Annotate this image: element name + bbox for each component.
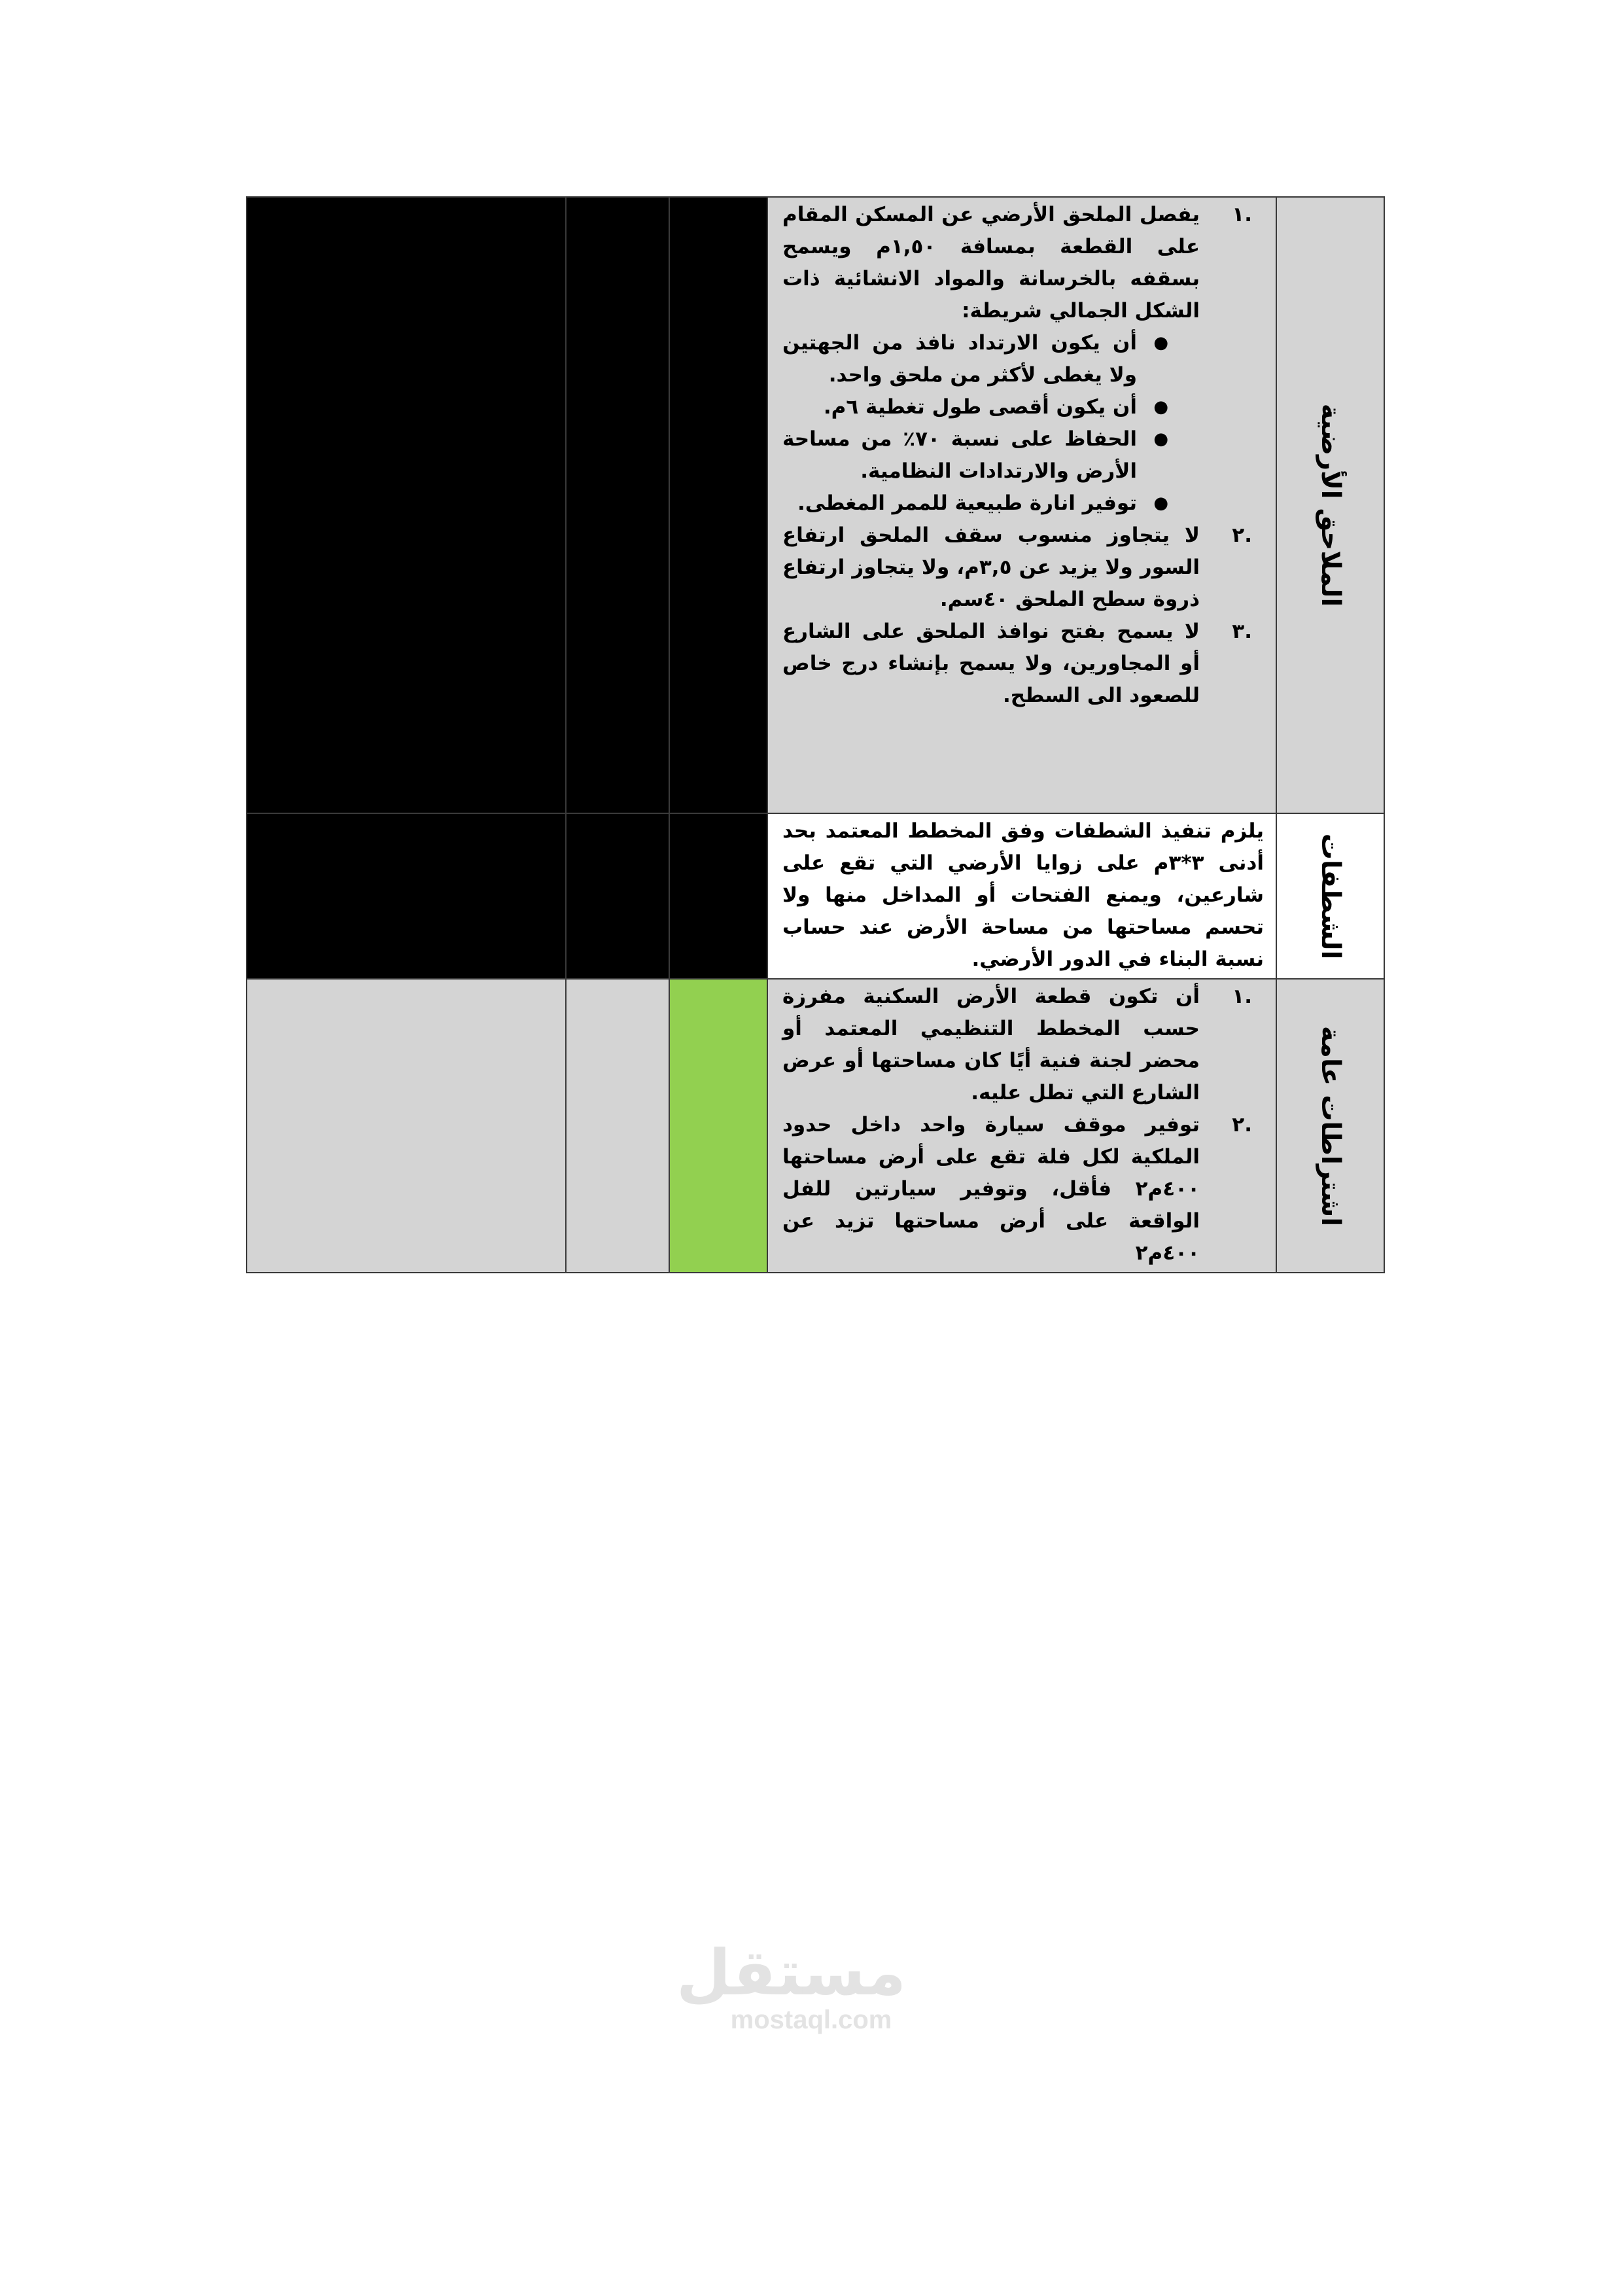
content-cell [767, 979, 1276, 1273]
bullet-icon: ● [1153, 429, 1168, 449]
redacted-cell [566, 813, 669, 979]
list-item [782, 1109, 1264, 1269]
bullet-item [782, 327, 1200, 391]
list-item [782, 520, 1264, 616]
numbered-list [782, 199, 1264, 712]
redacted-cell [247, 813, 566, 979]
general-requirements-content [768, 980, 1276, 1272]
item-number: .٢ [1232, 1113, 1252, 1137]
table-row [247, 813, 1384, 979]
content-cell [767, 813, 1276, 979]
redacted-cell [669, 197, 767, 813]
numbered-list [782, 981, 1264, 1269]
bullet-item [782, 423, 1200, 487]
section-heading: اشتراطات عامة [1315, 1025, 1346, 1226]
redacted-cell [566, 197, 669, 813]
section-heading: الشطفات [1315, 833, 1346, 959]
item-text: يفصل الملحق الأرضي عن المسكن المقام على القطعة بمسافة ١,٥٠م ويسمح بسقفه بالخرسانة والمواد الانشائية ذات الشكل الجمالي شريطة: [782, 203, 1200, 323]
item-number: .٢ [1232, 523, 1252, 547]
bullet-icon: ● [1153, 397, 1168, 417]
watermark-url: mostaql.com [730, 2005, 892, 2034]
chamfers-paragraph: يلزم تنفيذ الشطفات وفق المخطط المعتمد بحد أدنى ٣*٣م على زوايا الأرضي التي تقع على شارعين، ويمنع الفتحات أو المداخل منها ولا تحسم مساحتها من مساحة الأرض عند حساب نسبة البناء في الدور الأرضي. [782, 819, 1264, 971]
mostaql-watermark [676, 1936, 906, 2034]
status-cell [669, 979, 767, 1273]
table-row [247, 979, 1384, 1273]
redacted-cell [669, 813, 767, 979]
bullet-text: توفير انارة طبيعية للممر المغطى. [797, 491, 1137, 515]
regulations-table [246, 196, 1385, 1273]
content-cell [767, 197, 1276, 813]
annex-content [768, 198, 1276, 715]
list-item [782, 616, 1264, 712]
section-heading-cell [1276, 197, 1384, 813]
list-item [782, 981, 1264, 1109]
watermark-logo: مستقل [676, 1936, 906, 2009]
item-number: .١ [1232, 985, 1252, 1008]
list-item [782, 199, 1264, 520]
section-heading-cell [1276, 813, 1384, 979]
empty-cell [247, 979, 566, 1273]
bullet-item [782, 487, 1200, 520]
item-text: لا يتجاوز منسوب سقف الملحق ارتفاع السور ولا يزيد عن ٣,٥م، ولا يتجاوز ارتفاع ذروة سطح الملحق ٤٠سم. [782, 523, 1200, 611]
item-text: لا يسمح بفتح نوافذ الملحق على الشارع أو المجاورين، ولا يسمح بإنشاء درج خاص للصعود الى السطح. [782, 620, 1200, 707]
bullet-item [782, 391, 1200, 423]
bullet-text: الحفاظ على نسبة ٧٠٪ من مساحة الأرض والارتدادات النظامية. [782, 427, 1138, 483]
item-number: .٣ [1232, 620, 1252, 643]
item-number: .١ [1232, 203, 1252, 226]
bullet-icon: ● [1153, 493, 1168, 513]
item-text: أن تكون قطعة الأرض السكنية مفرزة حسب المخطط التنظيمي المعتمد أو محضر لجنة فنية أيًا كان مساحتها أو عرض الشارع التي تطل عليه. [782, 985, 1200, 1104]
table-row [247, 197, 1384, 813]
bullet-text: أن يكون أقصى طول تغطية ٦م. [823, 395, 1137, 419]
bullet-list [782, 327, 1200, 520]
section-heading: الملاحق الأرضية [1315, 403, 1346, 607]
section-heading-cell [1276, 979, 1384, 1273]
item-text: توفير موقف سيارة واحد داخل حدود الملكية لكل فلة تقع على أرض مساحتها ٤٠٠م٢ فأقل، وتوفير سيارتين للفل الواقعة على أرض مساحتها تزيد عن ٤٠٠م٢ [782, 1113, 1200, 1265]
redacted-cell [247, 197, 566, 813]
empty-cell [566, 979, 669, 1273]
bullet-icon: ● [1153, 333, 1168, 353]
chamfers-content [768, 814, 1276, 978]
bullet-text: أن يكون الارتداد نافذ من الجهتين ولا يغطى لأكثر من ملحق واحد. [782, 331, 1137, 387]
